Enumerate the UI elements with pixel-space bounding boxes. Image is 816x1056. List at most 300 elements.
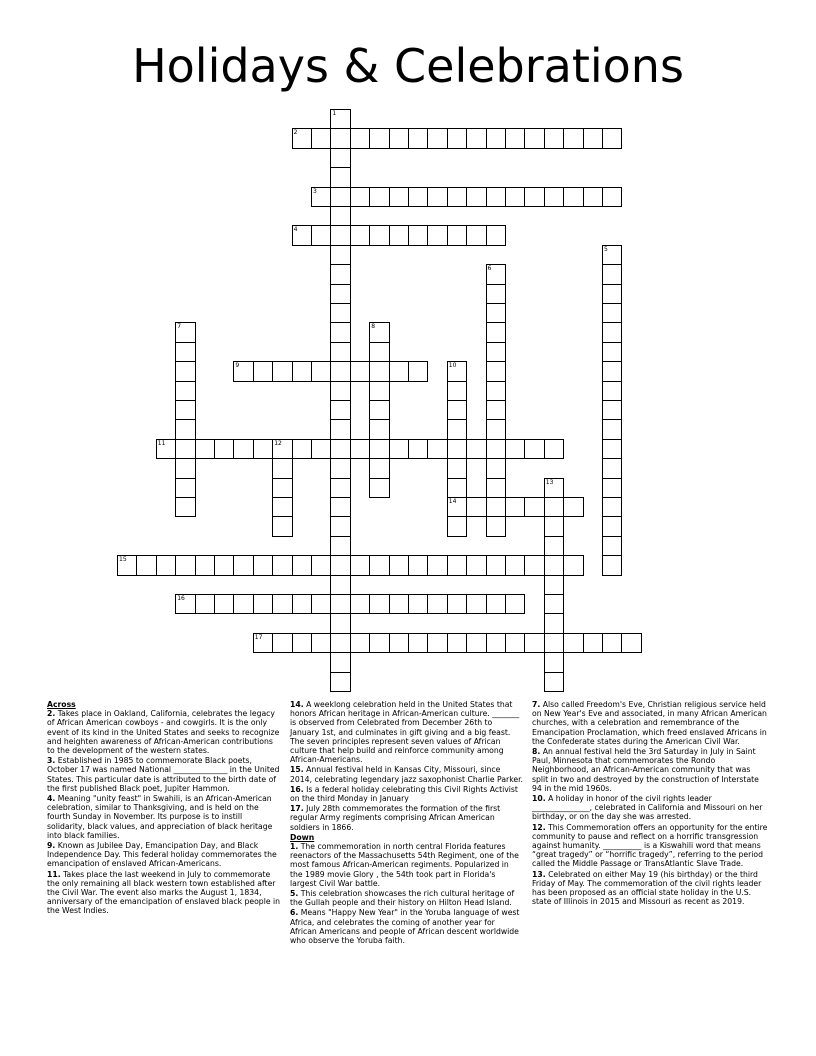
grid-cell[interactable] <box>602 536 622 556</box>
grid-cell[interactable] <box>175 361 195 381</box>
grid-cell[interactable] <box>156 555 176 575</box>
grid-cell[interactable] <box>253 439 273 459</box>
grid-cell[interactable] <box>602 633 622 653</box>
grid-cell[interactable] <box>369 633 389 653</box>
clue-item <box>47 756 280 793</box>
clue-number-label: 14. <box>290 700 304 709</box>
grid-cell[interactable] <box>350 633 370 653</box>
grid-cell[interactable] <box>214 439 234 459</box>
grid-cell[interactable] <box>195 594 215 614</box>
grid-cell[interactable] <box>272 633 292 653</box>
grid-cell[interactable] <box>272 555 292 575</box>
grid-cell[interactable] <box>602 128 622 148</box>
grid-cell[interactable] <box>350 128 370 148</box>
grid-cell[interactable] <box>330 536 350 556</box>
grid-cell[interactable] <box>175 458 195 478</box>
clue-text: Also called Freedom's Eve, Christian religious service held on New Year's Eve and associated, in many African American churches, with a celebration and remembrance of the Emancipation Proclamation, which freed enslaved Africans in the Confederate states during the American Civil War. <box>532 700 767 746</box>
grid-cell[interactable] <box>447 225 467 245</box>
grid-cell[interactable] <box>175 400 195 420</box>
grid-cell[interactable] <box>389 633 409 653</box>
grid-cell[interactable] <box>292 225 312 245</box>
grid-cell[interactable] <box>408 361 428 381</box>
grid-cell[interactable] <box>447 439 467 459</box>
clue-column-3 <box>532 700 768 907</box>
grid-cell[interactable] <box>447 594 467 614</box>
grid-cell[interactable] <box>447 633 467 653</box>
clue-number: 4 <box>293 226 298 234</box>
grid-cell[interactable] <box>369 381 389 401</box>
grid-cell[interactable] <box>466 225 486 245</box>
clue-number: 5 <box>604 245 608 253</box>
grid-cell[interactable] <box>544 555 564 575</box>
grid-cell[interactable] <box>466 594 486 614</box>
grid-cell[interactable] <box>330 342 350 362</box>
clue-number-label: 17. <box>290 804 304 814</box>
grid-cell[interactable] <box>350 361 370 381</box>
clue-number-label: 15. <box>290 765 304 775</box>
grid-cell[interactable] <box>350 555 370 575</box>
clue-section-header: Down <box>290 832 315 842</box>
grid-cell[interactable] <box>311 439 331 459</box>
clue-column-2 <box>290 700 523 946</box>
clue-text: A holiday in honor of the civil rights leader _______________, celebrated in California and Missouri on her birthday, or on the day she was arrested. <box>532 794 763 822</box>
grid-cell[interactable] <box>292 128 312 148</box>
grid-cell[interactable] <box>486 322 506 342</box>
grid-cell[interactable] <box>311 128 331 148</box>
clue-text: An annual festival held the 3rd Saturday in July in Saint Paul, Minnesota that commemorates the Rondo Neighborhood, an African-American community that was split in two and destroyed by the construction of Interstate 94 in the mid 1960s. <box>532 747 759 793</box>
grid-cell[interactable] <box>369 458 389 478</box>
grid-cell[interactable] <box>408 128 428 148</box>
grid-cell[interactable] <box>272 516 292 536</box>
grid-cell[interactable] <box>311 555 331 575</box>
grid-cell[interactable] <box>486 187 506 207</box>
grid-cell[interactable] <box>292 594 312 614</box>
clue-item <box>290 765 523 783</box>
grid-cell[interactable] <box>350 439 370 459</box>
grid-cell[interactable] <box>544 516 564 536</box>
grid-cell[interactable] <box>330 128 350 148</box>
clue-text: This celebration showcases the rich cultural heritage of the Gullah people and their history on Hilton Head Island. <box>290 889 515 908</box>
grid-cell[interactable] <box>389 187 409 207</box>
grid-cell[interactable] <box>369 361 389 381</box>
clue-text: This Commemoration offers an opportunity for the entire community to pause and reflect on a horrific transgression against humanity. __________ is a Kiswahili word that means “great tragedy” or “horrific tragedy”, referring to the period called the Middle Passage or TransAtlantic Slave Trade. <box>532 822 768 869</box>
grid-cell[interactable] <box>602 284 622 304</box>
clue-text: Meaning "unity feast" in Swahili, is an African-American celebration, similar to Thanksgiving, and is held on the fourth Sunday in November. Its purpose is to instill solidarity, black values, and appreciation of black heritage into black families. <box>47 794 273 840</box>
grid-cell[interactable] <box>330 594 350 614</box>
grid-cell[interactable] <box>389 128 409 148</box>
grid-cell[interactable] <box>330 575 350 595</box>
grid-cell[interactable] <box>486 303 506 323</box>
grid-cell[interactable] <box>330 225 350 245</box>
grid-cell[interactable] <box>466 439 486 459</box>
grid-cell[interactable] <box>253 594 273 614</box>
grid-cell[interactable] <box>330 381 350 401</box>
grid-cell[interactable] <box>466 128 486 148</box>
grid-cell[interactable] <box>330 322 350 342</box>
grid-cell[interactable] <box>544 128 564 148</box>
grid-cell[interactable] <box>447 400 467 420</box>
clue-item <box>532 794 768 822</box>
grid-cell[interactable] <box>369 555 389 575</box>
grid-cell[interactable] <box>563 128 583 148</box>
grid-cell[interactable] <box>583 187 603 207</box>
grid-cell[interactable] <box>408 555 428 575</box>
grid-cell[interactable] <box>447 555 467 575</box>
grid-cell[interactable] <box>233 361 253 381</box>
grid-cell[interactable] <box>486 400 506 420</box>
clue-item <box>47 841 280 869</box>
clue-number-label: 13. <box>532 869 546 879</box>
grid-cell[interactable] <box>427 187 447 207</box>
clue-number: 6 <box>487 265 492 273</box>
grid-cell[interactable] <box>486 225 506 245</box>
grid-cell[interactable] <box>563 497 583 517</box>
grid-cell[interactable] <box>602 555 622 575</box>
grid-cell[interactable] <box>330 633 350 653</box>
grid-cell[interactable] <box>602 478 622 498</box>
grid-cell[interactable] <box>369 439 389 459</box>
clue-item <box>290 804 523 832</box>
grid-cell[interactable] <box>505 187 525 207</box>
grid-cell[interactable] <box>544 652 564 672</box>
clue-item <box>532 823 768 869</box>
clue-text: Annual festival held in Kansas City, Missouri, since 2014, celebrating legendary jazz saxophonist Charlie Parker. <box>290 765 524 784</box>
grid-cell[interactable] <box>330 109 350 129</box>
grid-cell[interactable] <box>447 361 467 381</box>
clue-number: 2 <box>293 129 298 137</box>
grid-cell[interactable] <box>544 633 564 653</box>
grid-cell[interactable] <box>486 419 506 439</box>
grid-cell[interactable] <box>369 187 389 207</box>
clue-text: Known as Jubilee Day, Emancipation Day, and Black Independence Day. This federal holiday commemorates the emancipation of enslaved African-Americans. <box>47 841 277 869</box>
grid-cell[interactable] <box>544 594 564 614</box>
grid-cell[interactable] <box>466 555 486 575</box>
clue-text: Takes place the last weekend in July to commemorate the only remaining all black western town established after the Civil War. The event also marks the August 1, 1834, anniversary of the emancipation of enslaved black people in the West Indies. <box>47 869 281 916</box>
grid-cell[interactable] <box>330 652 350 672</box>
grid-cell[interactable] <box>544 187 564 207</box>
grid-cell[interactable] <box>292 361 312 381</box>
grid-cell[interactable] <box>311 594 331 614</box>
clue-section-header: Across <box>47 700 76 709</box>
grid-cell[interactable] <box>427 128 447 148</box>
grid-cell[interactable] <box>311 225 331 245</box>
grid-cell[interactable] <box>369 400 389 420</box>
grid-cell[interactable] <box>486 458 506 478</box>
clue-number: 15 <box>119 556 127 564</box>
clue-item <box>532 747 768 793</box>
clue-number: 3 <box>313 187 317 195</box>
grid-cell[interactable] <box>175 594 195 614</box>
grid-cell[interactable] <box>544 536 564 556</box>
grid-cell[interactable] <box>427 225 447 245</box>
grid-cell[interactable] <box>330 555 350 575</box>
clue-item <box>47 709 280 755</box>
clue-number-label: 8. <box>532 747 541 757</box>
grid-cell[interactable] <box>233 439 253 459</box>
grid-cell[interactable] <box>602 458 622 478</box>
grid-cell[interactable] <box>563 633 583 653</box>
grid-cell[interactable] <box>369 342 389 362</box>
grid-cell[interactable] <box>563 555 583 575</box>
grid-cell[interactable] <box>427 555 447 575</box>
clue-number-label: 6. <box>290 908 299 918</box>
clue-number: 13 <box>545 478 554 486</box>
clue-number-label: 10. <box>532 794 546 804</box>
grid-cell[interactable] <box>330 361 350 381</box>
clue-number: 7 <box>177 323 182 331</box>
grid-cell[interactable] <box>602 264 622 284</box>
clue-item <box>290 842 523 888</box>
grid-cell[interactable] <box>117 555 137 575</box>
grid-cell[interactable] <box>524 555 544 575</box>
grid-cell[interactable] <box>214 555 234 575</box>
grid-cell[interactable] <box>447 458 467 478</box>
grid-cell[interactable] <box>272 439 292 459</box>
clue-number: 14 <box>448 498 457 505</box>
grid-cell[interactable] <box>136 555 156 575</box>
clue-list <box>0 700 816 1056</box>
grid-cell[interactable] <box>369 225 389 245</box>
grid-cell[interactable] <box>175 555 195 575</box>
grid-cell[interactable] <box>447 497 467 517</box>
grid-cell[interactable] <box>330 458 350 478</box>
grid-cell[interactable] <box>175 419 195 439</box>
clue-item <box>290 908 523 945</box>
clue-text: A weeklong celebration held in the United States that honors African heritage in African-American culture. _______ is observed from Celebrated from December 26th to January 1st, and culminates in gift giving and a big feast. The seven principles represent seven values of African culture that help build and reinforce community among African-Americans. <box>290 700 520 765</box>
grid-cell[interactable] <box>544 672 564 692</box>
grid-cell[interactable] <box>330 516 350 536</box>
grid-cell[interactable] <box>272 361 292 381</box>
grid-cell[interactable] <box>389 361 409 381</box>
clue-number-label: 1. <box>290 842 299 852</box>
grid-cell[interactable] <box>330 284 350 304</box>
clue-number: 9 <box>235 362 240 370</box>
grid-cell[interactable] <box>330 419 350 439</box>
clue-number: 12 <box>274 439 282 447</box>
grid-cell[interactable] <box>350 225 370 245</box>
grid-cell[interactable] <box>175 478 195 498</box>
grid-cell[interactable] <box>486 497 506 517</box>
grid-cell[interactable] <box>466 633 486 653</box>
puzzle-title: Holidays & Celebrations <box>132 39 684 93</box>
grid-cell[interactable] <box>486 284 506 304</box>
grid-cell[interactable] <box>427 439 447 459</box>
clue-text: Established in 1985 to commemorate Black poets, October 17 was named National ______________ in the United States. This particular date is attributed to the birth date of the first published Black poet, Jupiter Hammon. <box>47 756 280 793</box>
grid-cell[interactable] <box>427 594 447 614</box>
grid-cell[interactable] <box>544 575 564 595</box>
grid-cell[interactable] <box>621 633 641 653</box>
grid-cell[interactable] <box>505 633 525 653</box>
grid-cell[interactable] <box>524 497 544 517</box>
clue-text: Celebrated on either May 19 (his birthday) or the third Friday of May. The commemoration of the civil rights leader has been proposed as an official state holiday in the U.S. state of Illinois in 2015 and Missouri as recent as 2019. <box>532 869 762 907</box>
grid-cell[interactable] <box>175 381 195 401</box>
grid-cell[interactable] <box>602 245 622 265</box>
grid-cell[interactable] <box>195 555 215 575</box>
grid-cell[interactable] <box>408 633 428 653</box>
grid-cell[interactable] <box>369 322 389 342</box>
grid-cell[interactable] <box>486 439 506 459</box>
grid-cell[interactable] <box>544 478 564 498</box>
grid-cell[interactable] <box>447 478 467 498</box>
grid-cell[interactable] <box>330 187 350 207</box>
grid-cell[interactable] <box>389 555 409 575</box>
grid-cell[interactable] <box>408 594 428 614</box>
clue-item <box>532 700 768 746</box>
grid-cell[interactable] <box>486 128 506 148</box>
grid-cell[interactable] <box>330 672 350 692</box>
grid-cell[interactable] <box>486 633 506 653</box>
grid-cell[interactable] <box>544 497 564 517</box>
grid-cell[interactable] <box>544 613 564 633</box>
grid-cell[interactable] <box>602 439 622 459</box>
grid-cell[interactable] <box>602 322 622 342</box>
grid-cell[interactable] <box>447 187 467 207</box>
grid-cell[interactable] <box>486 381 506 401</box>
grid-cell[interactable] <box>233 594 253 614</box>
grid-cell[interactable] <box>330 613 350 633</box>
clue-number: 8 <box>371 323 376 331</box>
grid-cell[interactable] <box>330 264 350 284</box>
grid-cell[interactable] <box>602 497 622 517</box>
clue-number-label: 16. <box>290 784 304 794</box>
grid-cell[interactable] <box>602 342 622 362</box>
grid-cell[interactable] <box>389 439 409 459</box>
grid-cell[interactable] <box>175 342 195 362</box>
grid-cell[interactable] <box>447 419 467 439</box>
clue-number-label: 4. <box>47 794 56 804</box>
clue-item <box>532 870 768 907</box>
grid-cell[interactable] <box>292 439 312 459</box>
grid-cell[interactable] <box>563 187 583 207</box>
grid-cell[interactable] <box>272 497 292 517</box>
clue-number: 10 <box>448 362 457 370</box>
grid-cell[interactable] <box>447 381 467 401</box>
grid-cell[interactable] <box>524 187 544 207</box>
grid-cell[interactable] <box>253 361 273 381</box>
grid-cell[interactable] <box>272 458 292 478</box>
clue-number-label: 5. <box>290 889 299 899</box>
clue-item <box>290 785 523 803</box>
grid-cell[interactable] <box>330 400 350 420</box>
grid-cell[interactable] <box>311 187 331 207</box>
grid-cell[interactable] <box>602 516 622 536</box>
grid-cell[interactable] <box>486 478 506 498</box>
grid-cell[interactable] <box>330 245 350 265</box>
grid-cell[interactable] <box>195 439 215 459</box>
grid-cell[interactable] <box>330 439 350 459</box>
grid-cell[interactable] <box>330 206 350 226</box>
grid-cell[interactable] <box>505 555 525 575</box>
grid-cell[interactable] <box>447 128 467 148</box>
clue-number: 17 <box>254 633 263 641</box>
grid-cell[interactable] <box>292 633 312 653</box>
grid-cell[interactable] <box>369 594 389 614</box>
grid-cell[interactable] <box>524 128 544 148</box>
grid-cell[interactable] <box>486 264 506 284</box>
grid-cell[interactable] <box>253 555 273 575</box>
grid-cell[interactable] <box>272 594 292 614</box>
grid-cell[interactable] <box>272 478 292 498</box>
clue-column-1 <box>47 700 280 917</box>
grid-cell[interactable] <box>311 633 331 653</box>
grid-cell[interactable] <box>524 439 544 459</box>
grid-cell[interactable] <box>330 497 350 517</box>
grid-cell[interactable] <box>330 148 350 168</box>
grid-cell[interactable] <box>466 497 486 517</box>
grid-cell[interactable] <box>369 128 389 148</box>
grid-cell[interactable] <box>486 361 506 381</box>
grid-cell[interactable] <box>292 555 312 575</box>
grid-cell[interactable] <box>602 419 622 439</box>
clue-item <box>290 700 523 764</box>
grid-cell[interactable] <box>408 187 428 207</box>
grid-cell[interactable] <box>583 128 603 148</box>
clue-text: The commemoration in north central Florida features reenactors of the Massachusetts 54th Regiment, one of the most famous African-American regiments. Popularized in the 1989 movie Glory , the 54th took part in Florida's largest Civil War battle. <box>290 842 519 888</box>
grid-cell[interactable] <box>408 439 428 459</box>
grid-cell[interactable] <box>486 516 506 536</box>
grid-cell[interactable] <box>389 225 409 245</box>
grid-cell[interactable] <box>253 633 273 653</box>
grid-cell[interactable] <box>486 342 506 362</box>
grid-cell[interactable] <box>175 439 195 459</box>
grid-cell[interactable] <box>427 633 447 653</box>
clue-text: Is a federal holiday celebrating this Civil Rights Activist on the third Monday in January <box>290 784 518 804</box>
clue-number-label: 7. <box>532 700 541 709</box>
clue-number: 11 <box>157 439 166 447</box>
grid-cell[interactable] <box>214 594 234 614</box>
grid-cell[interactable] <box>330 167 350 187</box>
grid-cell[interactable] <box>311 361 331 381</box>
clue-text: July 28th commemorates the formation of the first regular Army regiments comprising African American soldiers in 1866. <box>290 804 501 832</box>
grid-cell[interactable] <box>408 225 428 245</box>
grid-cell[interactable] <box>544 439 564 459</box>
grid-cell[interactable] <box>175 497 195 517</box>
grid-cell[interactable] <box>602 381 622 401</box>
clue-text: Takes place in Oakland, California, celebrates the legacy of African American cowboys - and cowgirls. It is the only event of its kind in the United States and seeks to recognize and heighten awareness of African-American contributions to the development of the western states. <box>47 709 280 756</box>
grid-cell[interactable] <box>369 419 389 439</box>
clue-number-label: 11. <box>47 869 61 879</box>
clue-number-label: 9. <box>47 841 56 851</box>
grid-cell[interactable] <box>505 439 525 459</box>
grid-cell[interactable] <box>389 594 409 614</box>
grid-cell[interactable] <box>602 361 622 381</box>
grid-cell[interactable] <box>447 516 467 536</box>
grid-cell[interactable] <box>350 594 370 614</box>
grid-cell[interactable] <box>175 322 195 342</box>
clue-number-label: 12. <box>532 822 546 832</box>
grid-cell[interactable] <box>524 633 544 653</box>
grid-cell[interactable] <box>505 594 525 614</box>
grid-cell[interactable] <box>330 478 350 498</box>
grid-cell[interactable] <box>156 439 176 459</box>
grid-cell[interactable] <box>602 303 622 323</box>
clue-item <box>47 794 280 840</box>
clue-item <box>290 889 523 907</box>
grid-cell[interactable] <box>486 594 506 614</box>
grid-cell[interactable] <box>505 128 525 148</box>
grid-cell[interactable] <box>466 187 486 207</box>
grid-cell[interactable] <box>602 400 622 420</box>
grid-cell[interactable] <box>369 478 389 498</box>
grid-cell[interactable] <box>583 633 603 653</box>
grid-cell[interactable] <box>602 187 622 207</box>
clue-number-label: 3. <box>47 756 56 766</box>
grid-cell[interactable] <box>233 555 253 575</box>
grid-cell[interactable] <box>505 497 525 517</box>
grid-cell[interactable] <box>330 303 350 323</box>
grid-cell[interactable] <box>486 555 506 575</box>
grid-cell[interactable] <box>350 187 370 207</box>
